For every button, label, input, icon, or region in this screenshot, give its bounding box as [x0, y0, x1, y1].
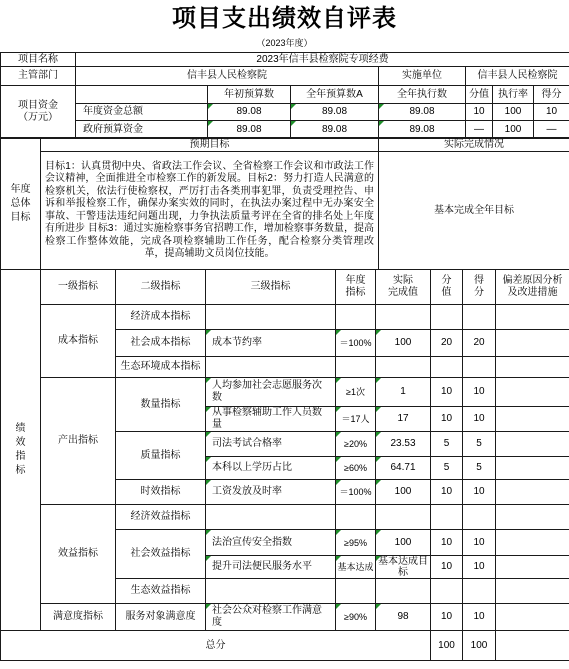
empty-cell [463, 357, 496, 378]
actual-value: 100 [376, 530, 431, 556]
level3-indicator: 从事检察辅助工作人员数量 [206, 407, 336, 432]
deviation-cell [496, 432, 569, 457]
table-row [1, 305, 569, 330]
fund-header-row [1, 86, 569, 104]
weight-value: 10 [431, 530, 463, 556]
weight-value: 10 [431, 604, 463, 631]
actual-completion-text: 基本完成全年目标 [379, 152, 569, 270]
weight-value: 10 [431, 378, 463, 407]
empty-cell [463, 505, 496, 530]
empty-cell [431, 579, 463, 604]
level2-indicator: 服务对象满意度 [116, 604, 206, 631]
department-label: 主管部门 [1, 67, 76, 86]
annual-target: ＝17人 [336, 407, 376, 432]
table-row [1, 604, 569, 631]
fund-initial-value: 89.08 [208, 104, 291, 121]
level3-indicator: 提升司法便民服务水平 [206, 556, 336, 579]
header-score: 得 分 [463, 270, 496, 305]
annual-target: ≥95% [336, 530, 376, 556]
fund-label: 项目资金 [18, 100, 58, 111]
table-row [1, 378, 569, 407]
project-info-table [0, 52, 569, 139]
level3-indicator: 法治宣传安全指数 [206, 530, 336, 556]
fund-header-blank [76, 86, 208, 104]
total-score: 100 [463, 631, 496, 661]
fund-weight-value: — [466, 121, 493, 139]
level3-indicator: 成本节约率 [206, 330, 336, 357]
deviation-cell [496, 556, 569, 579]
empty-cell [206, 357, 336, 378]
header-level1: 一级指标 [41, 270, 116, 305]
level2-indicator: 经济成本指标 [116, 305, 206, 330]
empty-cell [336, 579, 376, 604]
header-level2: 二级指标 [116, 270, 206, 305]
project-name-value: 2023年信丰县检察院专项经费 [76, 53, 569, 67]
level1-indicator: 产出指标 [41, 378, 116, 505]
annual-target: ＝100% [336, 330, 376, 357]
fund-row-government [1, 121, 569, 139]
actual-value: 基本达成目标 [376, 556, 431, 579]
level2-indicator: 质量指标 [116, 432, 206, 480]
weight-value: 10 [431, 407, 463, 432]
score-value: 20 [463, 330, 496, 357]
empty-cell [496, 357, 569, 378]
fund-row-name: 政府预算资金 [76, 121, 208, 139]
fund-initial-value: 89.08 [208, 121, 291, 139]
level3-indicator: 司法考试合格率 [206, 432, 336, 457]
annual-target: 基本达成 [336, 556, 376, 579]
deviation-cell [496, 631, 569, 661]
empty-cell [496, 505, 569, 530]
header-level3: 三级指标 [206, 270, 336, 305]
actual-value: 100 [376, 330, 431, 357]
performance-indicators-label: 绩效指标 [1, 270, 41, 631]
score-value: 10 [463, 556, 496, 579]
level2-indicator: 经济效益指标 [116, 505, 206, 530]
actual-value: 64.71 [376, 457, 431, 480]
level3-indicator: 人均参加社会志愿服务次数 [206, 378, 336, 407]
level3-indicator: 社会公众对检察工作满意度 [206, 604, 336, 631]
deviation-cell [496, 480, 569, 505]
score-value: 10 [463, 530, 496, 556]
total-weight: 100 [431, 631, 463, 661]
actual-completion-header: 实际完成情况 [379, 138, 569, 152]
level3-indicator: 工资发放及时率 [206, 480, 336, 505]
expected-goals-text: 目标1：认真贯彻中央、省政法工作会议、全省检察工作会议和市政法工作会议精神，全面推进全市检察工作的新发展。目标2：努力打造人民满意的检察机关，依法行使检察权，严厉打击各类刑事犯罪，负责受理控告、申诉和举报检察工作，确保办案实效的同时，在执法办案过程中无办案安全事故、干警违法违纪问题出现，力争执法质量考评在全省的排名处上年度有所进步 目标3：通过实施检察事务官招聘工作，增加检察事务数量，提高检察工作整体效能，完成各项检察辅助工作任务，配合检察分类管理改革，提高辅助文员岗位技能。 [41, 152, 379, 270]
empty-cell [206, 505, 336, 530]
annual-target: ≥20% [336, 432, 376, 457]
weight-value: 10 [431, 556, 463, 579]
fund-weight-value: 10 [466, 104, 493, 121]
deviation-cell [496, 330, 569, 357]
project-name-label: 项目名称 [1, 53, 76, 67]
empty-cell [496, 305, 569, 330]
total-row [1, 631, 569, 661]
level2-indicator: 时效指标 [116, 480, 206, 505]
deviation-cell [496, 378, 569, 407]
annual-target: ＝100% [336, 480, 376, 505]
empty-cell [463, 305, 496, 330]
header-actual-value: 实际 完成值 [376, 270, 431, 305]
fund-annual-value: 89.08 [291, 121, 379, 139]
empty-cell [431, 357, 463, 378]
empty-cell [336, 505, 376, 530]
fund-header-rate: 执行率 [493, 86, 534, 104]
level1-indicator: 成本指标 [41, 305, 116, 378]
annual-target: ≥1次 [336, 378, 376, 407]
fund-label-cell [1, 86, 76, 139]
empty-cell [376, 357, 431, 378]
department-row [1, 67, 569, 86]
level2-indicator: 社会成本指标 [116, 330, 206, 357]
goals-header-row [1, 138, 569, 152]
header-weight: 分 值 [431, 270, 463, 305]
department-value: 信丰县人民检察院 [76, 67, 379, 86]
performance-indicators-table [0, 269, 569, 661]
fund-rate-value: 100 [493, 104, 534, 121]
fund-score-value: — [534, 121, 569, 139]
score-value: 10 [463, 407, 496, 432]
score-value: 5 [463, 457, 496, 480]
deviation-cell [496, 457, 569, 480]
empty-cell [431, 505, 463, 530]
annual-goals-table [0, 137, 569, 270]
fund-annual-value: 89.08 [291, 104, 379, 121]
score-value: 10 [463, 378, 496, 407]
actual-value: 100 [376, 480, 431, 505]
level2-indicator: 生态环境成本指标 [116, 357, 206, 378]
score-value: 10 [463, 480, 496, 505]
annual-target: ≥90% [336, 604, 376, 631]
empty-cell [376, 579, 431, 604]
empty-cell [496, 579, 569, 604]
actual-value: 1 [376, 378, 431, 407]
page-title: 项目支出绩效自评表 [172, 5, 397, 32]
weight-value: 20 [431, 330, 463, 357]
weight-value: 5 [431, 457, 463, 480]
empty-cell [206, 579, 336, 604]
level1-indicator: 满意度指标 [41, 604, 116, 631]
implementing-unit-value: 信丰县人民检察院 [466, 67, 569, 86]
annual-target: ≥60% [336, 457, 376, 480]
fund-header-executed: 全年执行数 [379, 86, 466, 104]
empty-cell [431, 305, 463, 330]
header-annual-target: 年度 指标 [336, 270, 376, 305]
actual-value: 23.53 [376, 432, 431, 457]
deviation-cell [496, 407, 569, 432]
fund-header-weight: 分值 [466, 86, 493, 104]
empty-cell [376, 305, 431, 330]
actual-value: 98 [376, 604, 431, 631]
weight-value: 5 [431, 432, 463, 457]
empty-cell [376, 505, 431, 530]
level2-indicator: 数量指标 [116, 378, 206, 432]
table-row [1, 505, 569, 530]
empty-cell [336, 357, 376, 378]
project-name-row [1, 53, 569, 67]
fund-row-total [1, 104, 569, 121]
fund-header-initial: 年初预算数 [208, 86, 291, 104]
actual-value: 17 [376, 407, 431, 432]
goals-content-row [1, 152, 569, 270]
empty-cell [336, 305, 376, 330]
level3-indicator: 本科以上学历占比 [206, 457, 336, 480]
implementing-unit-label: 实施单位 [379, 67, 466, 86]
level2-indicator: 社会效益指标 [116, 530, 206, 579]
deviation-cell [496, 530, 569, 556]
indicators-header-row [1, 270, 569, 305]
fund-header-score: 得分 [534, 86, 569, 104]
empty-cell [206, 305, 336, 330]
total-label: 总分 [1, 631, 431, 661]
annual-goals-label: 年度总体目标 [1, 138, 41, 270]
fund-executed-value: 89.08 [379, 104, 466, 121]
fund-row-name: 年度资金总额 [76, 104, 208, 121]
fund-score-value: 10 [534, 104, 569, 121]
header-deviation: 偏差原因分析 及改进措施 [496, 270, 569, 305]
score-value: 10 [463, 604, 496, 631]
fund-header-annual: 全年预算数A [291, 86, 379, 104]
empty-cell [463, 579, 496, 604]
fund-rate-value: 100 [493, 121, 534, 139]
weight-value: 10 [431, 480, 463, 505]
score-value: 5 [463, 432, 496, 457]
level2-indicator: 生态效益指标 [116, 579, 206, 604]
fund-unit: （万元） [18, 112, 58, 123]
fund-executed-value: 89.08 [379, 121, 466, 139]
deviation-cell [496, 604, 569, 631]
level1-indicator: 效益指标 [41, 505, 116, 604]
expected-goals-header: 预期目标 [41, 138, 379, 152]
year-subtitle: （2023年度） [256, 38, 313, 48]
